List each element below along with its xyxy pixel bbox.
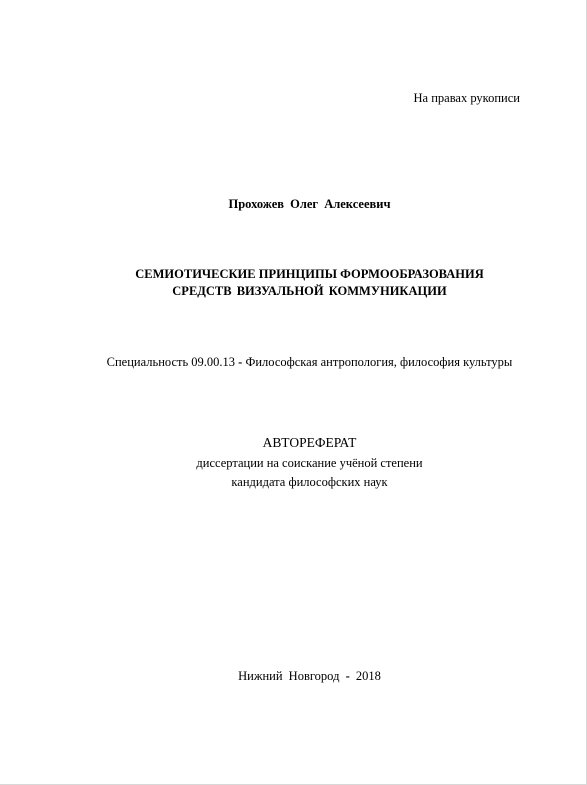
city-year-dash: - (345, 669, 350, 683)
title-line-2: СРЕДСТВ ВИЗУАЛЬНОЙ КОММУНИКАЦИИ (172, 284, 447, 298)
purpose-line-1: диссертации на соискание учёной степени (196, 456, 423, 470)
city-name: Нижний Новгород (238, 669, 340, 683)
specialty-line (16, 356, 587, 369)
specialty-dash: - (238, 355, 243, 369)
specialty-name: Философская антропология, философия культуры (245, 355, 513, 369)
rights-note: На правах рукописи (413, 91, 520, 105)
specialty-code: Специальность 09.00.13 (106, 355, 236, 369)
author-name: Прохожев Олег Алексеевич (228, 197, 391, 211)
title-line-1: СЕМИОТИЧЕСКИЕ ПРИНЦИПЫ ФОРМООБРАЗОВАНИЯ (135, 267, 484, 281)
year: 2018 (355, 669, 381, 683)
document-type: АВТОРЕФЕРАТ (262, 435, 357, 450)
purpose-line-2: кандидата философских наук (231, 475, 388, 489)
city-year-line (16, 670, 587, 683)
